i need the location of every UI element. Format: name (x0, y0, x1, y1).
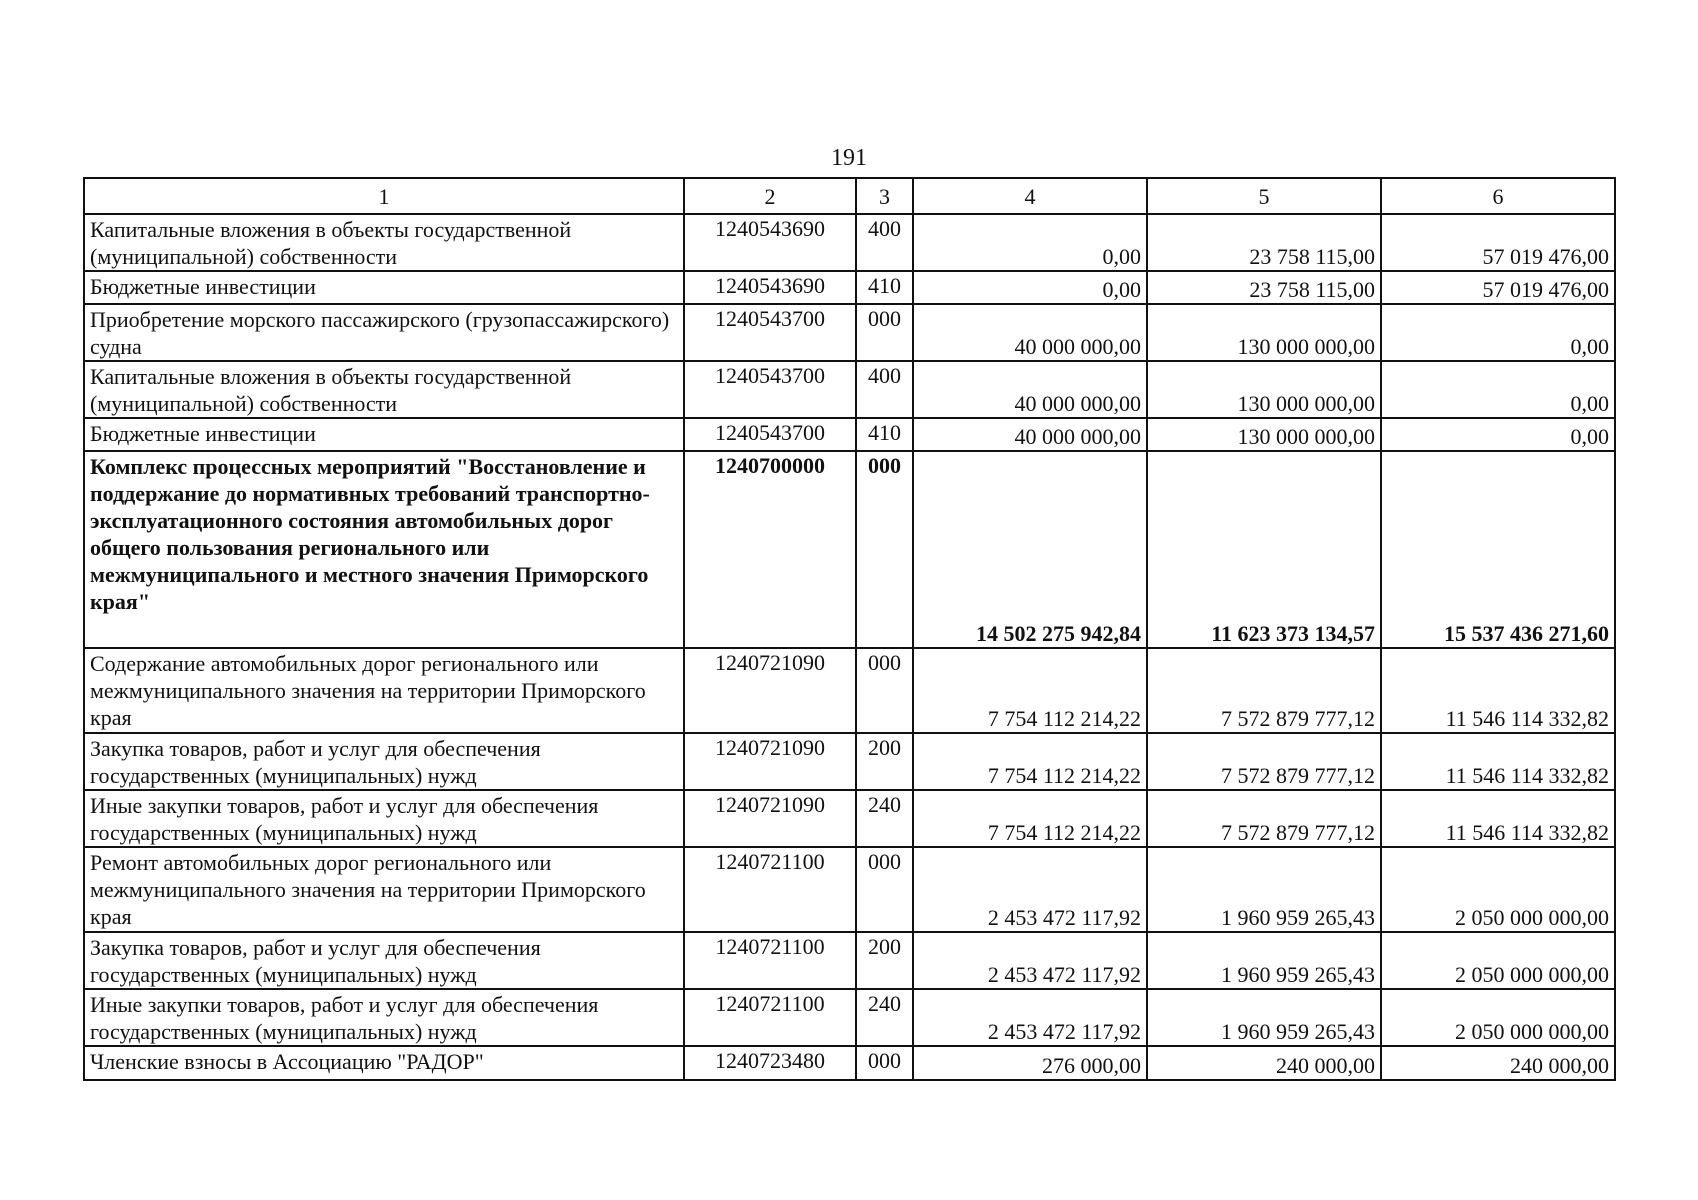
row-name: Комплекс процессных мероприятий "Восстановление и поддержание до нормативных требований транспортно-эксплуатационного состояния автомобильных дорог общего пользования регионального или межмуниципального и местного значения Приморского края" (84, 451, 684, 648)
row-value-5: 130 000 000,00 (1147, 304, 1381, 361)
row-value-5: 130 000 000,00 (1147, 418, 1381, 451)
row-value-4: 40 000 000,00 (913, 304, 1147, 361)
row-value-6: 0,00 (1381, 418, 1615, 451)
row-expense-type: 410 (856, 271, 913, 304)
row-code: 1240723480 (684, 1046, 856, 1080)
row-expense-type: 000 (856, 451, 913, 648)
row-value-6: 11 546 114 332,82 (1381, 648, 1615, 733)
row-name: Иные закупки товаров, работ и услуг для обеспечения государственных (муниципальных) нужд (84, 989, 684, 1046)
row-value-4: 276 000,00 (913, 1046, 1147, 1080)
column-header: 2 (684, 178, 856, 214)
row-name: Бюджетные инвестиции (84, 271, 684, 304)
row-code: 1240721100 (684, 932, 856, 989)
table-row (84, 648, 1615, 733)
row-name: Иные закупки товаров, работ и услуг для обеспечения государственных (муниципальных) нужд (84, 790, 684, 847)
row-value-4: 2 453 472 117,92 (913, 989, 1147, 1046)
row-name: Членские взносы в Ассоциацию "РАДОР" (84, 1046, 684, 1080)
row-code: 1240721090 (684, 648, 856, 733)
table-row (84, 361, 1615, 418)
row-name: Капитальные вложения в объекты государственной (муниципальной) собственности (84, 214, 684, 271)
page-number: 191 (831, 145, 867, 171)
row-value-4: 7 754 112 214,22 (913, 733, 1147, 790)
row-value-6: 57 019 476,00 (1381, 214, 1615, 271)
row-code: 1240543700 (684, 304, 856, 361)
row-code: 1240721090 (684, 790, 856, 847)
row-name: Ремонт автомобильных дорог регионального или межмуниципального значения на территории Приморского края (84, 847, 684, 932)
row-expense-type: 000 (856, 1046, 913, 1080)
column-header: 4 (913, 178, 1147, 214)
row-code: 1240700000 (684, 451, 856, 648)
column-header: 3 (856, 178, 913, 214)
row-value-5: 23 758 115,00 (1147, 271, 1381, 304)
row-name: Закупка товаров, работ и услуг для обеспечения государственных (муниципальных) нужд (84, 733, 684, 790)
row-code: 1240721100 (684, 847, 856, 932)
row-value-4: 14 502 275 942,84 (913, 451, 1147, 648)
row-value-5: 240 000,00 (1147, 1046, 1381, 1080)
row-value-5: 130 000 000,00 (1147, 361, 1381, 418)
row-value-6: 15 537 436 271,60 (1381, 451, 1615, 648)
table-row (84, 847, 1615, 932)
row-value-5: 7 572 879 777,12 (1147, 790, 1381, 847)
row-name: Бюджетные инвестиции (84, 418, 684, 451)
row-value-4: 7 754 112 214,22 (913, 790, 1147, 847)
row-expense-type: 000 (856, 304, 913, 361)
row-value-5: 11 623 373 134,57 (1147, 451, 1381, 648)
table-row (84, 790, 1615, 847)
row-code: 1240721090 (684, 733, 856, 790)
row-expense-type: 200 (856, 932, 913, 989)
column-header: 1 (84, 178, 684, 214)
row-name: Закупка товаров, работ и услуг для обеспечения государственных (муниципальных) нужд (84, 932, 684, 989)
row-code: 1240543700 (684, 361, 856, 418)
row-value-4: 0,00 (913, 214, 1147, 271)
row-value-4: 7 754 112 214,22 (913, 648, 1147, 733)
row-value-4: 0,00 (913, 271, 1147, 304)
row-value-6: 11 546 114 332,82 (1381, 790, 1615, 847)
row-value-6: 2 050 000 000,00 (1381, 989, 1615, 1046)
row-value-5: 1 960 959 265,43 (1147, 847, 1381, 932)
table-row (84, 214, 1615, 271)
row-code: 1240543700 (684, 418, 856, 451)
row-value-6: 0,00 (1381, 304, 1615, 361)
row-value-4: 40 000 000,00 (913, 418, 1147, 451)
row-value-4: 40 000 000,00 (913, 361, 1147, 418)
row-code: 1240543690 (684, 214, 856, 271)
row-value-6: 11 546 114 332,82 (1381, 733, 1615, 790)
row-expense-type: 240 (856, 790, 913, 847)
row-value-6: 2 050 000 000,00 (1381, 932, 1615, 989)
table-header-row (84, 178, 1615, 214)
row-value-5: 1 960 959 265,43 (1147, 989, 1381, 1046)
row-expense-type: 400 (856, 361, 913, 418)
budget-table (83, 177, 1616, 1081)
row-expense-type: 240 (856, 989, 913, 1046)
row-code: 1240721100 (684, 989, 856, 1046)
row-value-5: 23 758 115,00 (1147, 214, 1381, 271)
table-row (84, 1046, 1615, 1080)
column-header: 5 (1147, 178, 1381, 214)
table-row (84, 271, 1615, 304)
row-name: Капитальные вложения в объекты государственной (муниципальной) собственности (84, 361, 684, 418)
row-name: Содержание автомобильных дорог регионального или межмуниципального значения на территории Приморского края (84, 648, 684, 733)
row-value-5: 7 572 879 777,12 (1147, 733, 1381, 790)
row-expense-type: 400 (856, 214, 913, 271)
row-value-5: 1 960 959 265,43 (1147, 932, 1381, 989)
row-code: 1240543690 (684, 271, 856, 304)
row-name: Приобретение морского пассажирского (грузопассажирского) судна (84, 304, 684, 361)
table-row-section (84, 451, 1615, 648)
table-row (84, 733, 1615, 790)
table-row (84, 932, 1615, 989)
table-row (84, 418, 1615, 451)
row-value-6: 2 050 000 000,00 (1381, 847, 1615, 932)
row-expense-type: 000 (856, 648, 913, 733)
row-expense-type: 200 (856, 733, 913, 790)
table-row (84, 989, 1615, 1046)
row-value-6: 240 000,00 (1381, 1046, 1615, 1080)
row-expense-type: 410 (856, 418, 913, 451)
column-header: 6 (1381, 178, 1615, 214)
row-value-6: 57 019 476,00 (1381, 271, 1615, 304)
row-value-4: 2 453 472 117,92 (913, 847, 1147, 932)
row-value-5: 7 572 879 777,12 (1147, 648, 1381, 733)
row-expense-type: 000 (856, 847, 913, 932)
table-row (84, 304, 1615, 361)
row-value-4: 2 453 472 117,92 (913, 932, 1147, 989)
row-value-6: 0,00 (1381, 361, 1615, 418)
